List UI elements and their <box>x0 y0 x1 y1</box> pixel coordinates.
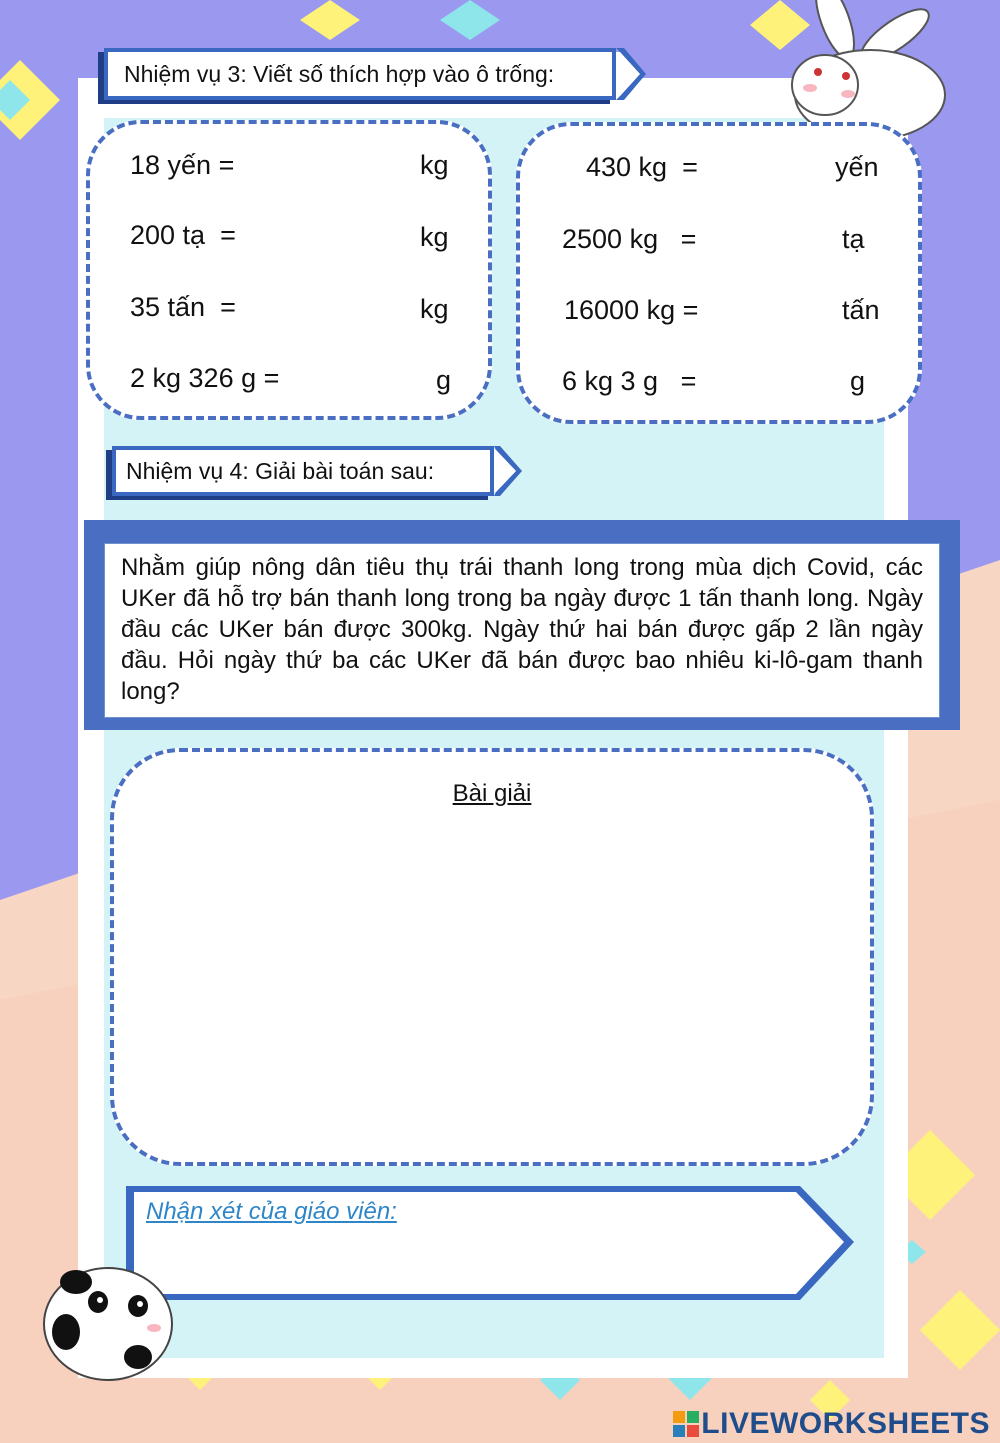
logo-icon <box>673 1411 699 1437</box>
task4-title-banner <box>112 446 494 496</box>
left-unit-4: g <box>436 365 452 395</box>
right-expr-4: 6 kg 3 g = <box>562 366 697 396</box>
left-expr-4: 2 kg 326 g = <box>130 363 280 393</box>
solution-box[interactable] <box>110 748 874 1166</box>
right-expr-2: 2500 kg = <box>562 224 697 254</box>
left-unit-1: kg <box>420 150 449 180</box>
right-unit-1: yến <box>835 152 879 182</box>
task4-title: Nhiệm vụ 4: Giải bài toán sau: <box>126 457 435 484</box>
liveworksheets-logo <box>673 1407 990 1441</box>
right-unit-2: tạ <box>842 224 865 254</box>
task3-title-banner <box>104 48 616 100</box>
right-unit-4: g <box>850 366 866 396</box>
banner-arrow-icon <box>494 446 522 496</box>
right-unit-3: tấn <box>842 295 880 325</box>
banner-arrow-icon <box>616 48 646 100</box>
right-expr-1: 430 kg = <box>586 152 698 182</box>
left-expr-3: 35 tấn = <box>130 292 236 322</box>
panda-icon <box>38 1262 178 1382</box>
left-expr-1: 18 yến = <box>130 150 235 180</box>
right-expr-3: 16000 kg = <box>564 295 699 325</box>
left-expr-2: 200 tạ = <box>130 220 236 250</box>
problem-text: Nhằm giúp nông dân tiêu thụ trái thanh long trong mùa dịch Covid, các UKer đã hỗ trợ bán thanh long trong ba ngày được 1 tấn thanh long. Ngày đầu các UKer bán được 300kg. Ngày thứ hai bán được gấp 2 lần ngày đầu. Hỏi ngày thứ ba các UKer đã bán được bao nhiêu ki-lô-gam thanh long? <box>104 543 940 718</box>
teacher-comment-label: Nhận xét của giáo viên: <box>146 1198 397 1225</box>
left-unit-2: kg <box>420 222 449 252</box>
left-unit-3: kg <box>420 294 449 324</box>
solution-title: Bài giải <box>452 780 532 807</box>
task3-title: Nhiệm vụ 3: Viết số thích hợp vào ô trống: <box>124 60 555 87</box>
logo-text: LIVEWORKSHEETS <box>701 1407 990 1440</box>
